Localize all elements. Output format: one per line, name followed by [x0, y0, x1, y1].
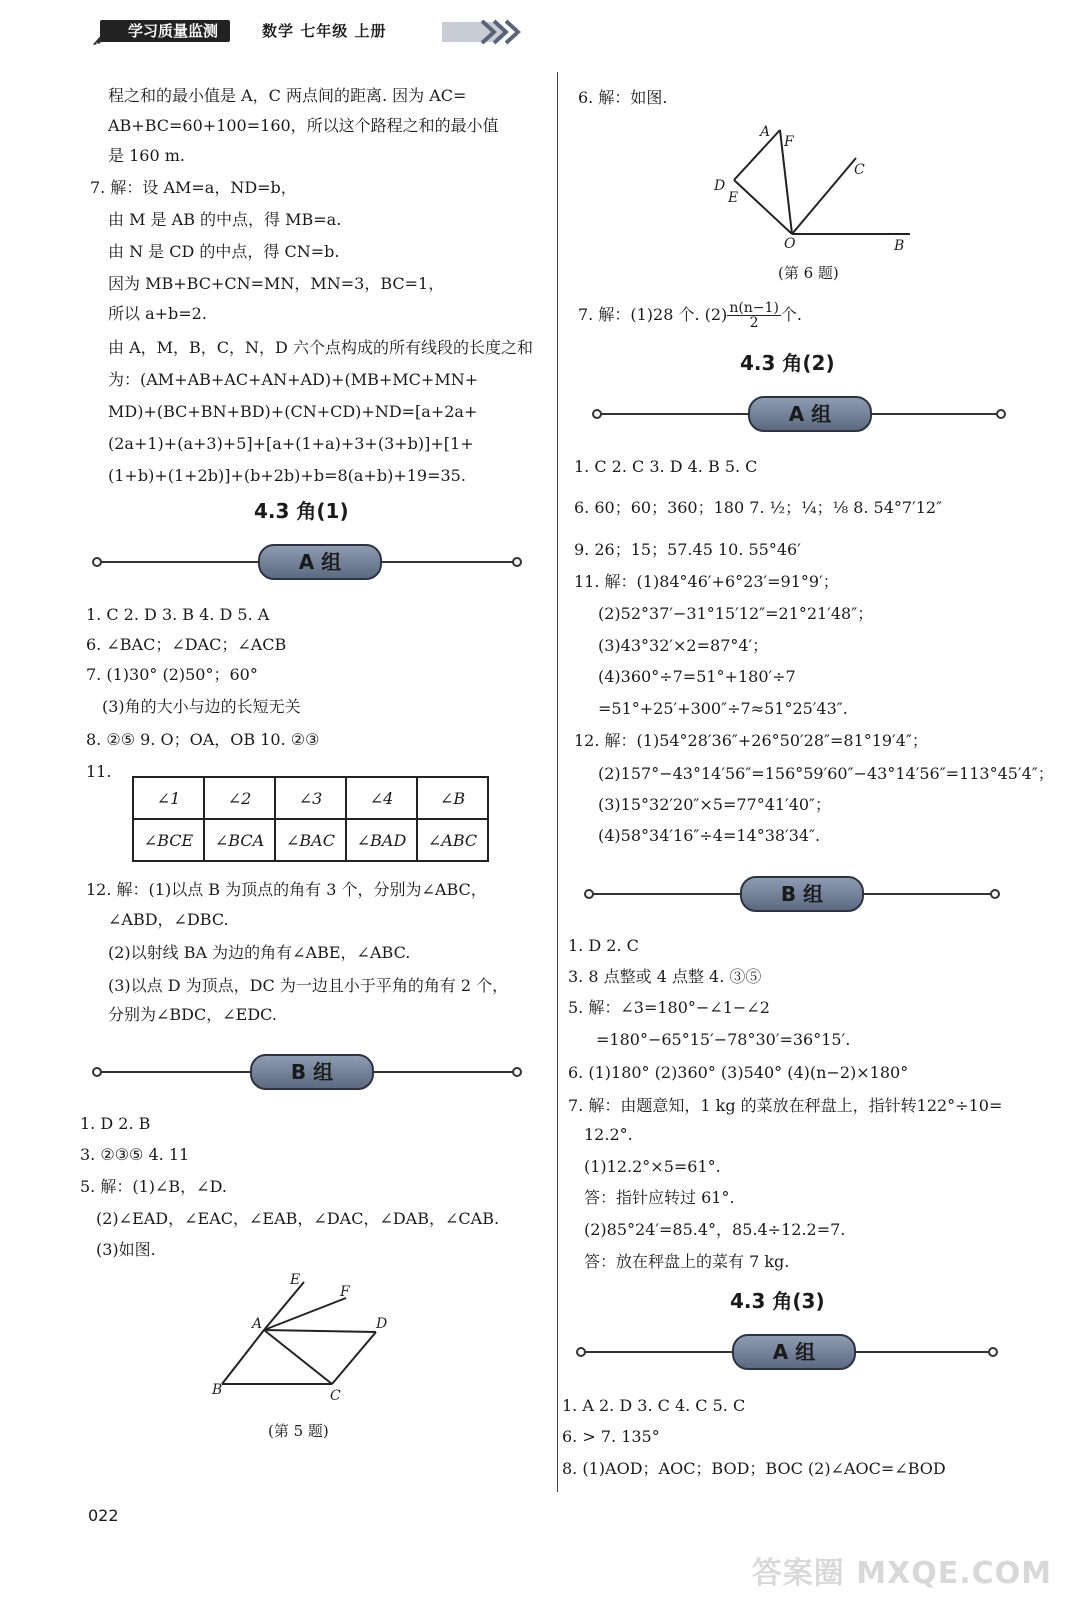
answer-line: 11. 解：(1)84°46′+6°23′=91°9′； — [574, 572, 839, 591]
answer-line: 3. ②③⑤ 4. 11 — [80, 1145, 190, 1164]
label-b: B — [212, 1382, 223, 1398]
text-line: 程之和的最小值是 A，C 两点间的距离. 因为 AC= — [108, 86, 467, 105]
table-cell: ∠4 — [346, 777, 417, 819]
answer-line: (3)以点 D 为顶点，DC 为一边且小于平角的角有 2 个， — [108, 976, 509, 995]
label-b: B — [894, 238, 905, 254]
answer-line: 1. C 2. C 3. D 4. B 5. C — [574, 457, 758, 476]
text-line: (2a+1)+(a+3)+5]+[a+(1+a)+3+(3+b)]+[1+ — [108, 434, 474, 453]
answer-line: 12. 解：(1)以点 B 为顶点的角有 3 个，分别为∠ABC， — [86, 880, 487, 899]
label-f: F — [340, 1284, 350, 1300]
group-a-label: A 组 — [258, 544, 382, 580]
group-b-label: B 组 — [740, 876, 864, 912]
answer-line: 8. (1)AOD；AOC；BOD；BOC (2)∠AOC=∠BOD — [562, 1459, 946, 1478]
answer-line: 1. D 2. C — [568, 936, 639, 955]
answer-line: 6. (1)180° (2)360° (3)540° (4)(n−2)×180° — [568, 1063, 909, 1082]
text-line: 由 A，M，B，C，N，D 六个点构成的所有线段的长度之和 — [108, 338, 533, 357]
page-number: 022 — [88, 1506, 119, 1525]
section-title: 4.3 角(2) — [740, 351, 835, 375]
label-d: D — [376, 1316, 388, 1332]
figure-6 — [700, 118, 920, 258]
answer-line: ∠ABD，∠DBC. — [108, 910, 229, 929]
table-cell: ∠BAC — [275, 819, 346, 861]
answer-line: 答：放在秤盘上的菜有 7 kg. — [584, 1252, 790, 1271]
answer-line: (2)157°−43°14′56″=156°59′60″−43°14′56″=113°45′4″； — [598, 764, 1054, 783]
answer-line: 1. D 2. B — [80, 1114, 151, 1133]
group-a-bar — [98, 544, 516, 580]
answer-line: (1)12.2°×5=61°. — [584, 1157, 721, 1176]
text-line: 是 160 m. — [108, 146, 185, 165]
chevrons-icon — [442, 18, 522, 46]
table-cell: ∠BCE — [133, 819, 204, 861]
figure-5-caption: (第 5 题) — [268, 1422, 329, 1440]
fraction — [727, 301, 781, 330]
answer-line: 9. 26；15；57.45 10. 55°46′ — [574, 540, 801, 559]
group-a-label: A 组 — [748, 396, 872, 432]
table-cell: ∠BCA — [204, 819, 275, 861]
q7-text-end: 个. — [780, 305, 803, 324]
answer-line: 7. 解：由题意知，1 kg 的菜放在秤盘上，指针转122°÷10= — [568, 1096, 1003, 1115]
text-line: 所以 a+b=2. — [108, 304, 207, 323]
group-b-bar — [590, 876, 994, 912]
answer-line: 分别为∠BDC，∠EDC. — [108, 1005, 277, 1024]
text-line: 7. 解：设 AM=a，ND=b， — [90, 178, 297, 197]
group-b-label: B 组 — [250, 1054, 374, 1090]
brand-label: 学习质量监测 — [100, 20, 230, 42]
text-line: 由 M 是 AB 的中点，得 MB=a. — [108, 210, 342, 229]
answer-line: 8. ②⑤ 9. O；OA，OB 10. ②③ — [86, 730, 320, 749]
text-line: MD)+(BC+BN+BD)+(CN+CD)+ND=[a+2a+ — [108, 402, 478, 421]
label-d: D — [714, 178, 726, 194]
figure-5 — [200, 1268, 410, 1408]
column-divider — [557, 72, 558, 1492]
watermark: 答案圈 MXQE.COM — [751, 1556, 1052, 1591]
section-title: 4.3 角(3) — [730, 1289, 825, 1313]
answer-line: 6. 解：如图. — [578, 88, 668, 107]
label-e: E — [728, 190, 739, 206]
angle-table — [132, 776, 489, 862]
group-a-bar — [582, 1334, 992, 1370]
table-cell: ∠3 — [275, 777, 346, 819]
table-cell: ∠ABC — [417, 819, 488, 861]
answer-line: (2)∠EAD，∠EAC，∠EAB，∠DAC，∠DAB，∠CAB. — [96, 1209, 500, 1228]
answer-line: (3)如图. — [96, 1240, 156, 1259]
text-line: 由 N 是 CD 的中点，得 CN=b. — [108, 242, 340, 261]
page-header — [92, 14, 522, 48]
answer-line — [578, 300, 802, 330]
answer-line: =51°+25′+300″÷7≈51°25′43″. — [598, 699, 848, 718]
label-c: C — [854, 162, 865, 178]
answer-line: 3. 8 点整或 4 点整 4. ③⑤ — [568, 967, 762, 986]
answer-line: 5. 解：∠3=180°−∠1−∠2 — [568, 998, 770, 1017]
label-a: A — [252, 1316, 263, 1332]
label-c: C — [330, 1388, 341, 1404]
text-line: AB+BC=60+100=160，所以这个路程之和的最小值 — [108, 116, 499, 135]
answer-line: (3)15°32′20″×5=77°41′40″； — [598, 795, 832, 814]
fraction-numerator: n(n−1) — [729, 300, 779, 316]
answer-line: 答：指针应转过 61°. — [584, 1188, 735, 1207]
figure-6-caption: (第 6 题) — [778, 264, 839, 282]
section-title: 4.3 角(1) — [254, 499, 349, 523]
label-f: F — [784, 134, 794, 150]
table-cell: ∠BAD — [346, 819, 417, 861]
label-o: O — [784, 236, 796, 252]
table-cell: ∠B — [417, 777, 488, 819]
answer-line: 6. ∠BAC；∠DAC；∠ACB — [86, 635, 287, 654]
subject-label: 数学 七年级 上册 — [262, 22, 387, 40]
answer-line: (2)52°37′−31°15′12″=21°21′48″； — [598, 604, 874, 623]
answer-line: 1. A 2. D 3. C 4. C 5. C — [562, 1396, 746, 1415]
answer-line: =180°−65°15′−78°30′=36°15′. — [596, 1030, 851, 1049]
group-b-bar — [98, 1054, 516, 1090]
text-line: 因为 MB+BC+CN=MN，MN=3，BC=1， — [108, 274, 445, 293]
answer-line: 7. (1)30° (2)50°；60° — [86, 665, 258, 684]
table-cell: ∠2 — [204, 777, 275, 819]
text-line: (1+b)+(1+2b)]+(b+2b)+b=8(a+b)+19=35. — [108, 466, 466, 485]
answer-line: 1. C 2. D 3. B 4. D 5. A — [86, 605, 270, 624]
answer-line: 5. 解：(1)∠B，∠D. — [80, 1177, 227, 1196]
answer-line: (3)角的大小与边的长短无关 — [102, 697, 301, 716]
q7-text: 7. 解：(1)28 个. (2) — [578, 305, 728, 324]
answer-line: (4)360°÷7=51°+180′÷7 — [598, 667, 796, 686]
answer-line: 6. > 7. 135° — [562, 1427, 660, 1446]
label-a: A — [760, 124, 771, 140]
answer-line: 6. 60；60；360；180 7. ½；¼；⅛ 8. 54°7′12″ — [574, 498, 943, 517]
answer-line: (3)43°32′×2=87°4′； — [598, 636, 769, 655]
answer-line: (2)85°24′=85.4°，85.4÷12.2=7. — [584, 1220, 846, 1239]
text-line: 为：(AM+AB+AC+AN+AD)+(MB+MC+MN+ — [108, 370, 479, 389]
fraction-denominator: 2 — [749, 315, 759, 331]
group-a-label: A 组 — [732, 1334, 856, 1370]
answer-line: 11. — [86, 762, 112, 781]
answer-line: (2)以射线 BA 为边的角有∠ABE，∠ABC. — [108, 943, 411, 962]
group-a-bar — [598, 396, 1000, 432]
label-e: E — [290, 1272, 301, 1288]
table-cell: ∠1 — [133, 777, 204, 819]
answer-line: 12.2°. — [584, 1125, 633, 1144]
answer-line: 12. 解：(1)54°28′36″+26°50′28″=81°19′4″； — [574, 731, 928, 750]
answer-line: (4)58°34′16″÷4=14°38′34″. — [598, 826, 821, 845]
